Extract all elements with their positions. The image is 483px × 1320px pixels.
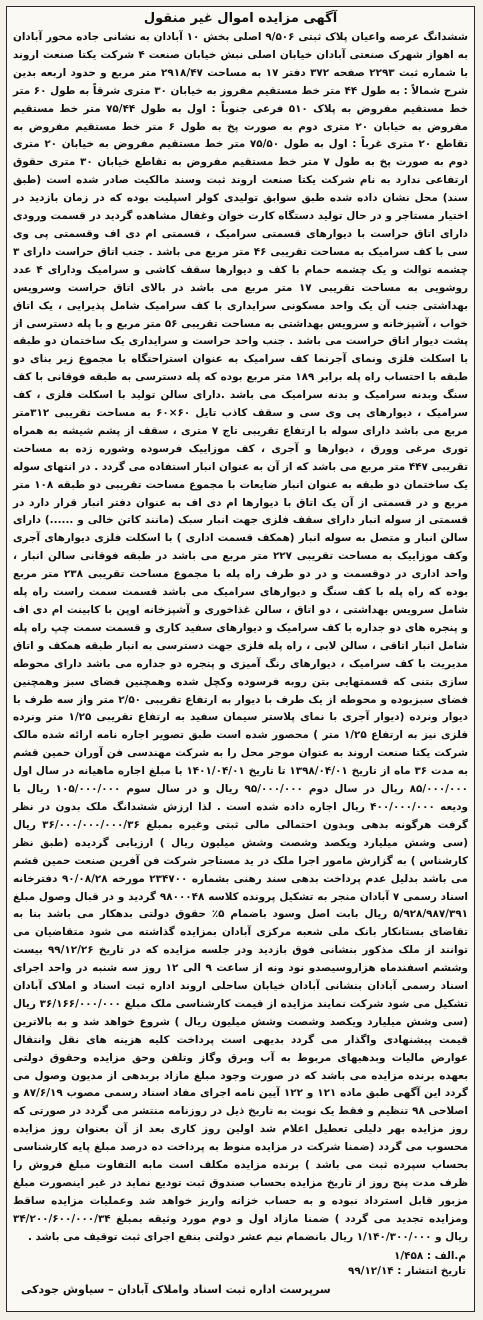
- publication-date: تاریخ انتشار : ۹۹/۱۲/۱۴: [347, 1264, 466, 1277]
- notice-title: آگهی مزایده اموال غیر منقول: [143, 11, 338, 26]
- signature-line: سرپرست اداره ثبت اسناد واملاک آبادان – سیاوش جودکی: [21, 1282, 331, 1296]
- notice-footer: [7, 1247, 474, 1279]
- notice-body: ششدانگ عرصه واعیان پلاک ثبتی ۹/۵۰۶ اصلی بخش ۱۰ آبادان به نشانی جاده محور آبادان به اهواز شهرک صنعتی آبادان خیابان اصلی نبش خیابان صنعت ۴ شرکت یکتا صنعت اروند با شماره ثبت ۲۲۹۳ صفحه ۳۷۲ دفتر ۱۷ به مساحت ۲۹۱۸/۴۷ متر مربع و حدود اربعه بدین شرح شمالاً : به طول ۴۴ متر خط مستقیم مفروز به خیابان ۳۰ متری شرقاً به طول ۶۰ متر خط مستقیم مفروض به پلاک ۵۱۰ فرعی جنوباً : اول به طول ۷۵/۴۴ متر خط مستقیم مفروض به خیابان ۲۰ متری دوم به صورت پخ به طول ۶ متر خط مستقیم مفروض به تقاطع ۲۰ متری غرباً : اول به طول ۷۵/۵۰ متر خط مستقیم مفروض به خیابان ۲۰ متری دوم به صورت پخ به طول ۷ متر خط مستقیم مفروض به تقاطع خیابان ۳۰ متری حقوق ارتفاعی ندارد به نام شرکت یکتا صنعت اروند ثبت وسند مالکیت صادر شده است (طبق سند) محل نشان داده شده طبق سوابق تولیدی کولر اسپلیت بوده که در زمان بازدید در اختیار مستاجر و در حال تولید دستگاه کارت خوان وغفال مشاهده گردید در قسمت ورودی دارای اتاق حراست با دیوارهای قسمتی سرامیک ، قسمتی ام دی اف وقسمتی پی وی سی با کف سرامیک به مساحت تقریبی ۴۶ متر مربع می باشد . جنب اتاق حراست دارای ۳ چشمه توالت و یک چشمه حمام با کف و دیوارها سقف کاشی و سرامیک ودارای ۴ عدد روشویی به مساحت تقریبی ۱۷ متر مربع می باشد در بالای اتاق حراست وسرویس بهداشتی جنب آن یک واحد مسکونی سرایداری با کف سرامیک شامل پذیرایی ، یک اتاق خواب ، آشپزخانه و سرویس بهداشتی به مساحت تقریبی ۵۶ متر مربع و با پله دسترسی از پشت دیوار اتاق حراست می باشد . جنب واحد حراست و سرایداری یک ساختمان دو طبقه با اسکلت فلزی ونمای آجرنما کف سرامیک به عنوان استراحتگاه با مجموع زیر بنای دو طبقه با احتساب راه پله برابر ۱۸۹ متر مربع بوده که پله دسترسی به طبقه فوقانی با کف سنگ وبدنه سرامیک و بدنه سرامیک می باشد .دارای سالن تولید با اسکلت فلزی ، کف سرامیک ، دیوارهای پی وی سی و سقف کاذب تایل ۶۰×۶۰ به مساحت تقریبی ۳۱۲متر مربع می باشد دارای سوله با ارتفاع تقریبی تاج ۷ متری ، سقف از پشم شیشه به همراه توری مرغی وورق ، دیوارها و آجری ، کف موزاییک فرسوده وشوره زده به مساحت تقریبی ۴۴۷ متر مربع می باشد که از آن به عنوان انبار استفاده می گردد . در انتهای سوله یک ساختمان دو طبقه به عنوان انبار ضایعات با مجموع مساحت تقریبی دو طبقه ۱۰۸ متر مربع و در قسمتی از آن یک اتاق با دیوارها ام دی اف به عنوان دفتر انبار قرار دارد در قسمتی از سوله انبار دارای سقف فلزی جهت انبار سبک (مانند کاتن خالی و ......) دارای سالن انبار و متصل به سوله انبار (همکف قسمت اداری ) با اسکلت فلزی دیوارهای آجری وکف موزاییک به مساحت تقریبی ۲۲۷ متر مربع می باشد در طبقه فوقانی سالن انبار ، واحد اداری در دوقسمت و در دو طرف راه پله با مجموع مساحت تقریبی ۲۳۸ متر مربع بوده که راه پله با کف سنگ و دیوارهای سرامیک می باشد قسمت سمت راست راه پله شامل سرویس بهداشتی ، دو اتاق ، سالن غذاخوری و آشپزخانه اوپن با کابینت ام دی اف و پنجره های دو جداره با کف سرامیک و دیوارهای سفید کاری و قسمت سمت چپ راه پله شامل انبار اتاقی ، سالن لابی ، راه پله فلزی جهت دسترسی به انبار طبقه همکف و اتاق مدیریت با کف سرامیک ، دیوارهای رنگ آمیزی و پنجره دو جداره می باشد دارای محوطه سازی بتنی که قسمتهایی بتن روبه فرسوده وکچل شده وهمچنین فضای سبز وهمچنین فضای سبزبوده و محوطه از یک طرف با دیوار به ارتفاع تقریبی ۲/۵۰ متر واز سه طرف با دیوار ونرده (دیوار آجری با نمای پلاستر سیمان سفید به ارتفاع تقریبی ۱/۲۵ متر ونرده فلزی نیز به ارتفاع ۱/۲۵ متر ) محصور شده است طبق تصویر اجاره نامه ارائه شده مالک شرکت یکتا صنعت اروند به عنوان موجر محل را به شرکت مهندسی فن آوران حمین قشم به مدت ۳۶ ماه از تاریخ ۱۳۹۸/۰۴/۰۱ تا تاریخ ۱۴۰۱/۰۴/۰۱ با مبلغ اجاره ماهیانه در سال اول ۸۵/۰۰۰/۰۰۰ ریال در سال دوم ۹۵/۰۰۰/۰۰۰ ریال و در سال سوم ۱۰۵/۰۰۰/۰۰۰ ریال با ودیعه ۴۰۰/۰۰۰/۰۰۰ ریال اجاره داده شده است . لذا ارزش ششدانگ ملک بدون در نظر گرفت هرگونه بدهی وبدون احتمالی مالی ثبتی وغیره بمبلغ ۳۶/۰۰۰/۰۰۰/۰۰۰/۳۶ ریال (سی وشش میلیارد ویکصد وشصت وشش میلیون ریال ) ارزیابی گردیده (طبق نظر کارشناس ) به گزارش مامور اجرا ملک در ید مستاجر شرکت فن آفرین صنعت حمین قشم می باشد بدلیل عدم پرداخت بدهی سند رهنی بشماره ۲۳۴۷۰۰ مورخه ۹۰/۰۸/۲۸ دفترخانه اسناد رسمی ۷ آبادان منجر به تشکیل پرونده کلاسه ۹۸۰۰۰۴۸ گردید و در قبال وصول مبلغ ۵/۹۲۸/۹۸۷/۳۹۱ ریال بابت اصل وسود باضمام ۵٪ حقوق دولتی بدهکار می باشد بنا به تقاضای بستانکار بانک ملی شعبه مرکزی آبادان بمزایده گذاشته می شود متقاضیان می توانند از ملک مذکور بنشانی فوق بازدید ودر جلسه مزایده که در تاریخ ۹۹/۱۲/۲۶ بیست وششم اسفندماه هزاروسیصدو نود ونه از ساعت ۹ الی ۱۲ روز سه شنبه در واحد اجرای اسناد رسمی آبادان بنشانی آبادان خیابان ساحلی اروند اداره ثبت اسناد و املاک آبادان تشکیل می شود شرکت نمایند مزایده از قیمت کارشناسی ملک مبلغ ۳۶/۱۶۶/۰۰۰/۰۰۰ ریال (سی وشش میلیارد ویکصد وشصت وشش میلیون ریال ) شروع خواهد شد و به بالاترین قیمت پیشنهادی واگذار می گردد بدیهی است پرداخت کلیه هزینه های نقل وانتقال عوارض مالیات وبدهیهای مربوط به آب وبرق وگاز وتلفن وحق مزایده وحقوق دولتی بعهده برنده مزایده می باشد که در صورت وجود مبلغ مازاد بربدهی از مدیون وصول می گردد این آگهی طبق ماده ۱۲۱ و ۱۲۲ آیین نامه اجرای مفاد اسناد رسمی مصوب ۸۷/۶/۱۹ و اصلاحی ۹۸ تنظیم و فقط یک نوبت به تاریخ ذیل در روزنامه منتشر می گردد در صورتی که روز مزایده بهر دلیلی تعطیل اعلام شد اولین روز کاری بعد از آن بعنوان روز مزایده محسوب می گردد (ضمنا شرکت در مزایده منوط به پرداخت ده درصد مبلغ پایه کارشناسی بحساب سپرده ثبت می باشد ) برنده مزایده مکلف است مابه التفاوت مبلغ فروش را ظرف مدت پنج روز از تاریخ مزایده بحساب صندوق ثبت تودیع نماید در غیر اینصورت مبلغ مزبور قابل استرداد نبوده و به حساب خزانه واریز خواهد شد وعملیات مزایده ساقط ومزایده تجدید می گردد ) ضمنا مازاد اول و دوم مورد وثیقه بمبلغ ۳۴/۲۰۰/۶۰۰/۰۰۰/۳۴ ریال و ۱/۱۴۰/۳۰۰/۰۰۰ ریال بانضمام نیم عشر دولتی بنفع اجرای ثبت توقیف می باشد .: [13, 31, 469, 1243]
- auction-notice: [6, 6, 475, 1312]
- notice-reference: م.الف : ۱/۴۵۸: [394, 1249, 466, 1262]
